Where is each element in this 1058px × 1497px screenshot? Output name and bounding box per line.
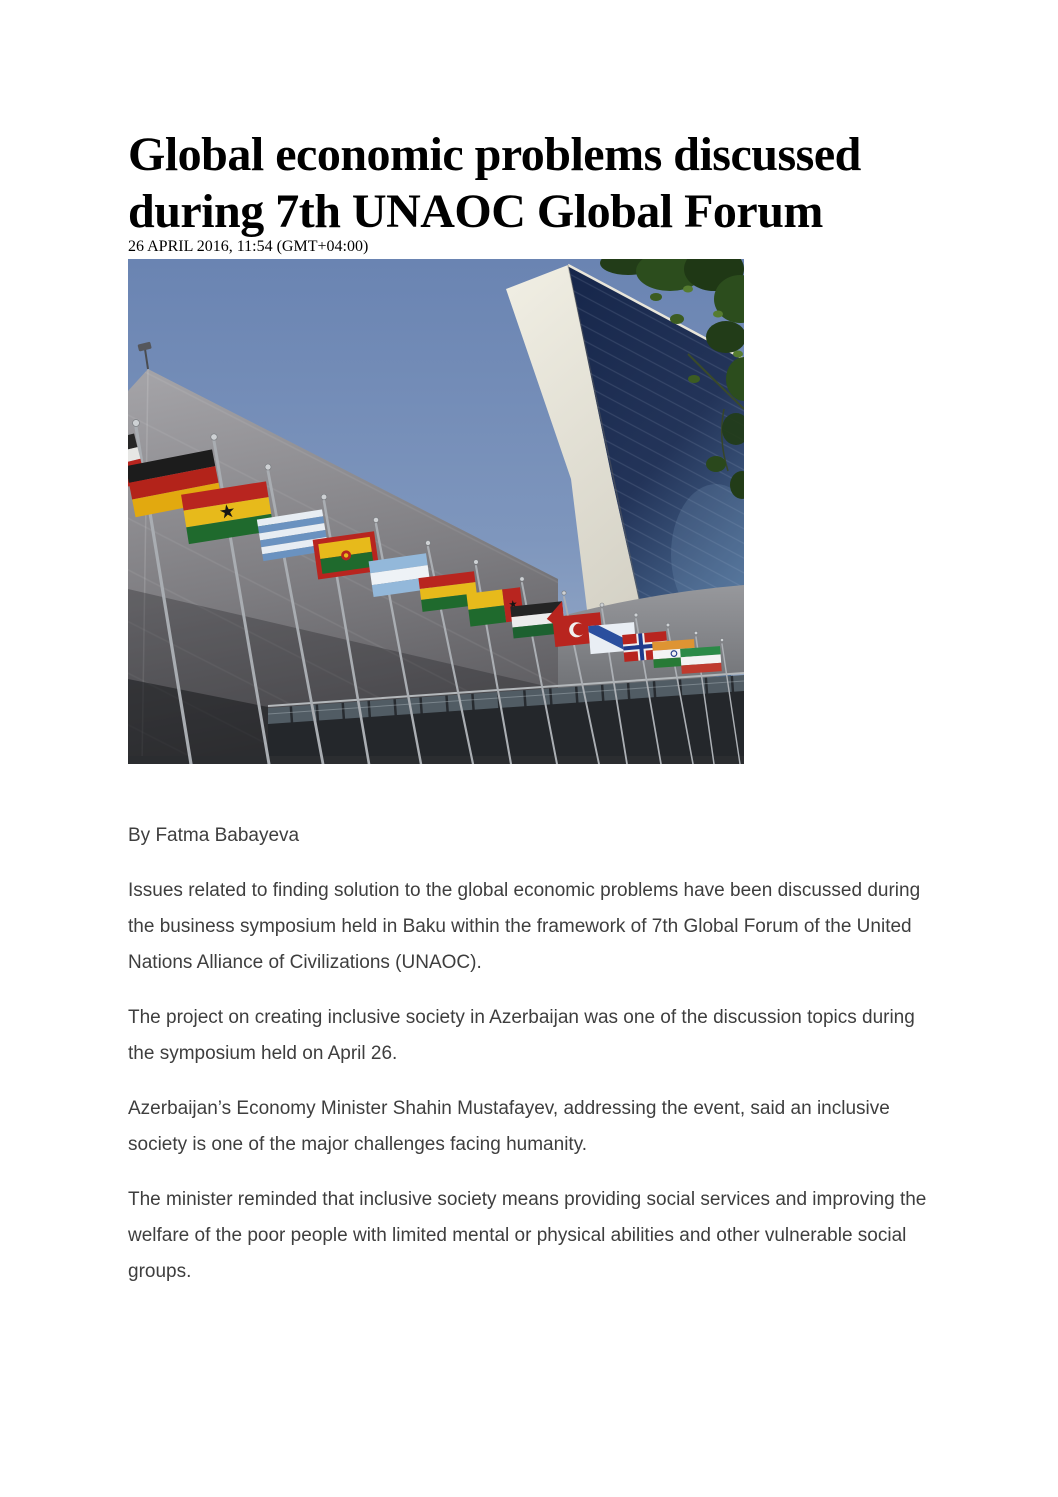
article-paragraph-1: Issues related to finding solution to the global economic problems have been discussed during the business symposium held in Baku within the framework of 7th Global Forum of the United Nations Alliance of Civilizations (UNAOC).: [128, 880, 921, 973]
article-byline: By Fatma Babayeva: [128, 825, 300, 846]
article-headline: Global economic problems discussed during 7th UNAOC Global Forum: [128, 128, 861, 238]
un-headquarters-photo: [128, 259, 744, 764]
article-photo: [128, 259, 744, 764]
article-date: 26 APRIL 2016, 11:54 (GMT+04:00): [128, 238, 369, 255]
article-paragraph-4: The minister reminded that inclusive society means providing social services and improving the welfare of the poor people with limited mental or physical abilities and other vulnerable social groups.: [128, 1189, 927, 1282]
flag-grenada: [313, 531, 380, 579]
article-body: [128, 818, 940, 1309]
flag-iran: [680, 646, 722, 674]
article-paragraph-3: Azerbaijan’s Economy Minister Shahin Mustafayev, addressing the event, said an inclusive society is one of the major challenges facing humanity.: [128, 1098, 890, 1155]
article-paragraph-2: The project on creating inclusive society in Azerbaijan was one of the discussion topics during the symposium held on April 26.: [128, 1007, 915, 1064]
